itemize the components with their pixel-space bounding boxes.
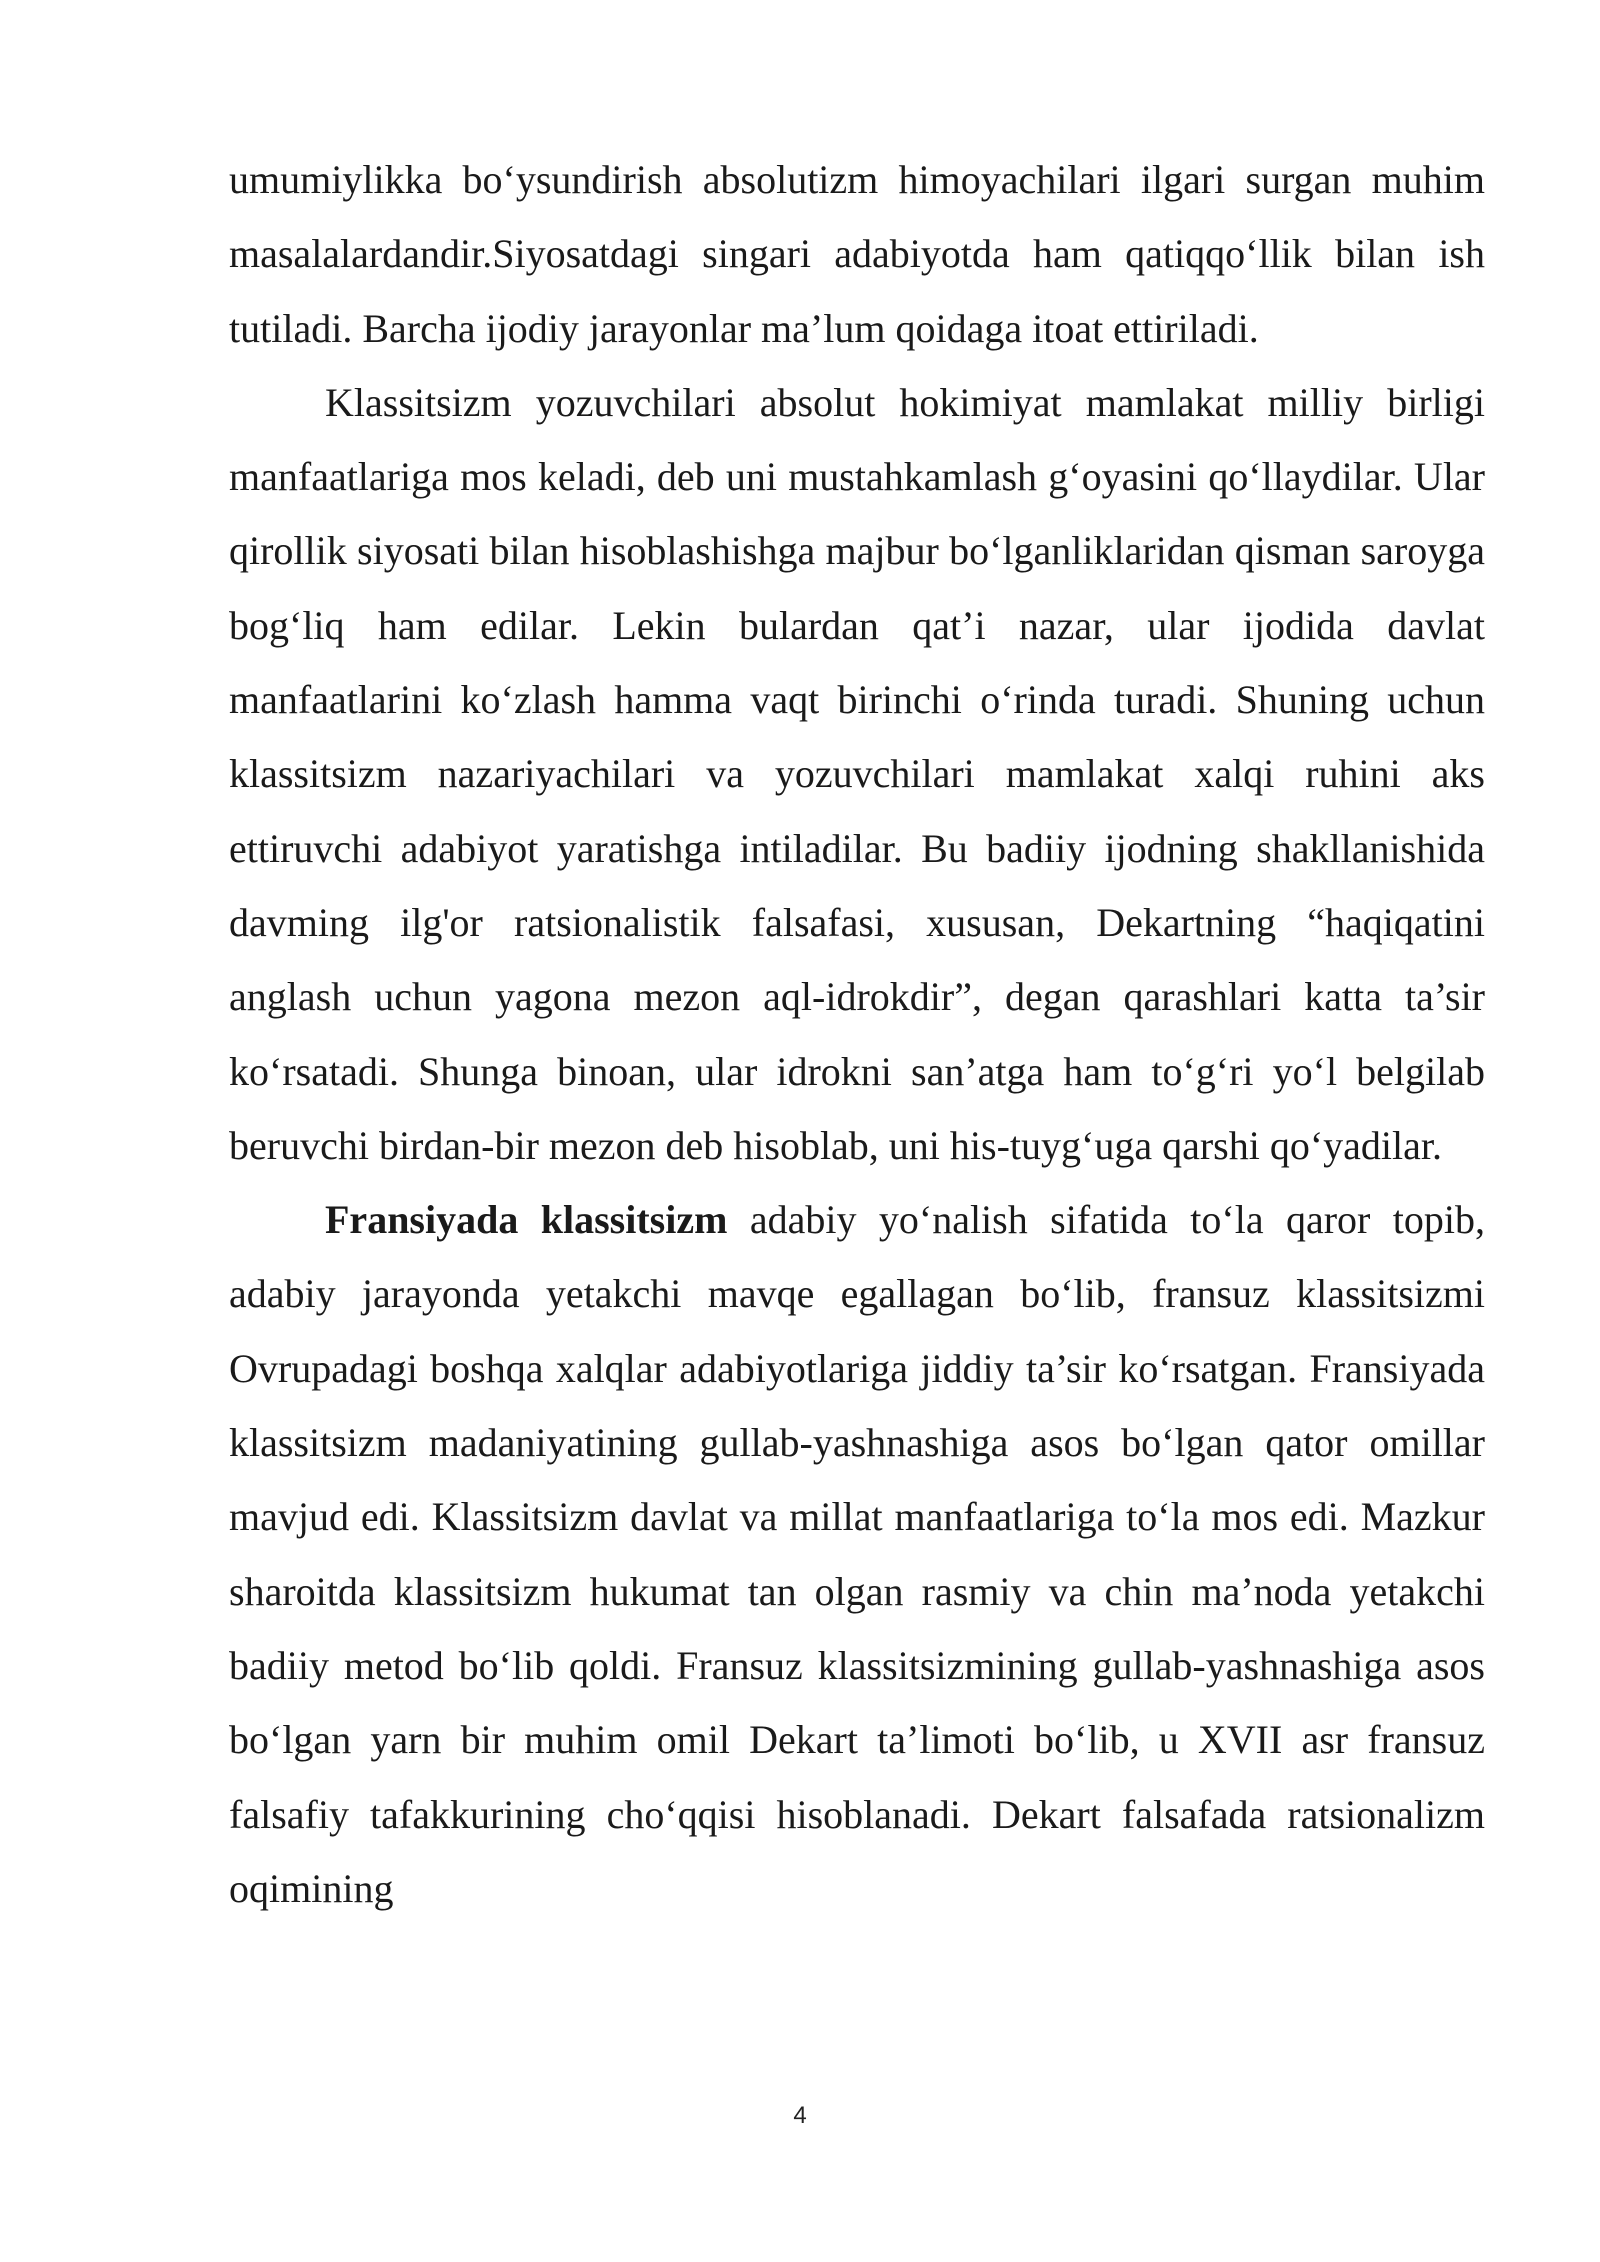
paragraph-3-body: adabiy yo‘nalish sifatida to‘la qaror topib, adabiy jarayonda yetakchi mavqe egallagan bo‘lib, fransuz klassitsizmi Ovrupadagi boshqa xalqlar adabiyotlariga jiddiy ta’sir ko‘rsatgan. Fransiyada klassitsizm madaniyatining gullab-yashnashiga asos bo‘lgan qator omillar mavjud edi. Klassitsizm davlat va millat manfaatlariga to‘la mos edi. Mazkur sharoitda klassitsizm hukumat tan olgan rasmiy va chin ma’noda yetakchi badiiy metod bo‘lib qoldi. Fransuz klassitsizmining gullab-yashnashiga asos bo‘lgan yarn bir muhim omil Dekart ta’limoti bo‘lib, u XVII asr fransuz falsafiy tafakkurining cho‘qqisi hisoblanadi. Dekart falsafada ratsionalizm oqimining [229, 1197, 1485, 1911]
paragraph-3-heading: Fransiyada klassitsizm [325, 1197, 728, 1243]
paragraph-3 [229, 1183, 1485, 1926]
page-number: 4 [793, 2102, 807, 2129]
body-text [229, 143, 1485, 1926]
paragraph-1: umumiylikka bo‘ysundirish absolutizm himoyachilari ilgari surgan muhim masalalardandir.Siyosatdagi singari adabiyotda ham qatiqqo‘llik bilan ish tutiladi. Barcha ijodiy jarayonlar ma’lum qoidaga itoat ettiriladi. [229, 157, 1485, 351]
paragraph-2: Klassitsizm yozuvchilari absolut hokimiyat mamlakat milliy birligi manfaatlariga mos keladi, deb uni mustahkamlash g‘oyasini qo‘llaydilar. Ular qirollik siyosati bilan hisoblashishga majbur bo‘lganliklaridan qisman saroyga bog‘liq ham edilar. Lekin bulardan qat’i nazar, ular ijodida davlat manfaatlarini ko‘zlash hamma vaqt birinchi o‘rinda turadi. Shuning uchun klassitsizm nazariyachilari va yozuvchilari mamlakat xalqi ruhini aks ettiruvchi adabiyot yaratishga intiladilar. Bu badiiy ijodning shakllanishida davming ilg'or ratsionalistik falsafasi, xususan, Dekartning “haqiqatini anglash uchun yagona mezon aql-idrokdir”, degan qarashlari katta ta’sir ko‘rsatadi. Shunga binoan, ular idrokni san’atga ham to‘g‘ri yo‘l belgilab beruvchi birdan-bir mezon deb hisoblab, uni his-tuyg‘uga qarshi qo‘yadilar. [229, 379, 1485, 1168]
